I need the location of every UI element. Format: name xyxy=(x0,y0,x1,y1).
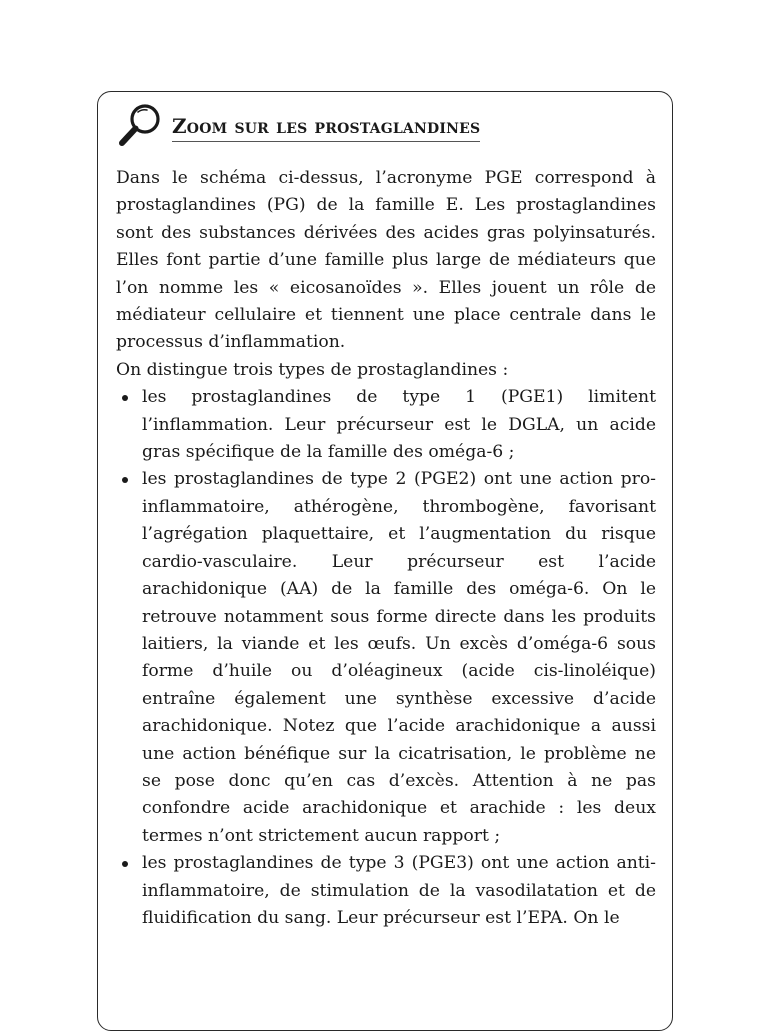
list-item xyxy=(116,466,656,850)
magnifying-glass-icon xyxy=(114,100,166,152)
title-wrap xyxy=(172,113,480,142)
box-title: Zoom sur les prostaglandines xyxy=(172,113,480,142)
bullet-icon xyxy=(122,477,128,483)
list-item-text: les prostaglandines de type 1 (PGE1) limitent l’inflammation. Leur précurseur est le DGLA, un acide gras spécifique de la famille des oméga-6 ; xyxy=(142,387,656,463)
list-item-text: les prostaglandines de type 3 (PGE3) ont une action anti-inflammatoire, de stimulation de la vasodilatation et de fluidification du sang. Leur précurseur est l’EPA. On le xyxy=(142,853,656,928)
list-item xyxy=(116,850,656,932)
box-content xyxy=(116,165,656,932)
prostaglandin-list xyxy=(116,384,656,932)
list-item xyxy=(116,384,656,466)
bullet-icon xyxy=(122,395,128,401)
box-header xyxy=(114,100,166,152)
list-lead: On distingue trois types de prostaglandines : xyxy=(116,359,509,380)
list-item-text: les prostaglandines de type 2 (PGE2) ont une action pro-inflammatoire, athérogène, thrombogène, favorisant l’agrégation plaquettaire, et l’augmentation du risque cardio-vasculaire. Leur précurseur est l’acide arachidonique (AA) de la famille des oméga-6. On le retrouve notamment sous forme directe dans les produits laitiers, la viande et les œufs. Un excès d’oméga-6 sous forme d’huile ou d’oléagineux (acide cis-linoléique) entraîne également une synthèse excessive d’acide arachidonique. Notez que l’acide arachidonique a aussi une action bénéfique sur la cicatrisation, le problème ne se pose donc qu’en cas d’excès. Attention à ne pas confondre acide arachidonique et arachide : les deux termes n’ont strictement aucun rapport ; xyxy=(142,469,656,846)
intro-paragraph: Dans le schéma ci-dessus, l’acronyme PGE correspond à prostaglandines (PG) de la famille E. Les prostaglandines sont des substances dérivées des acides gras polyinsaturés. Elles font partie d’une famille plus large de médiateurs que l’on nomme les « eicosanoïdes ». Elles jouent un rôle de médiateur cellulaire et tiennent une place centrale dans le processus d’inflammation. xyxy=(116,168,656,353)
bullet-icon xyxy=(122,861,128,867)
